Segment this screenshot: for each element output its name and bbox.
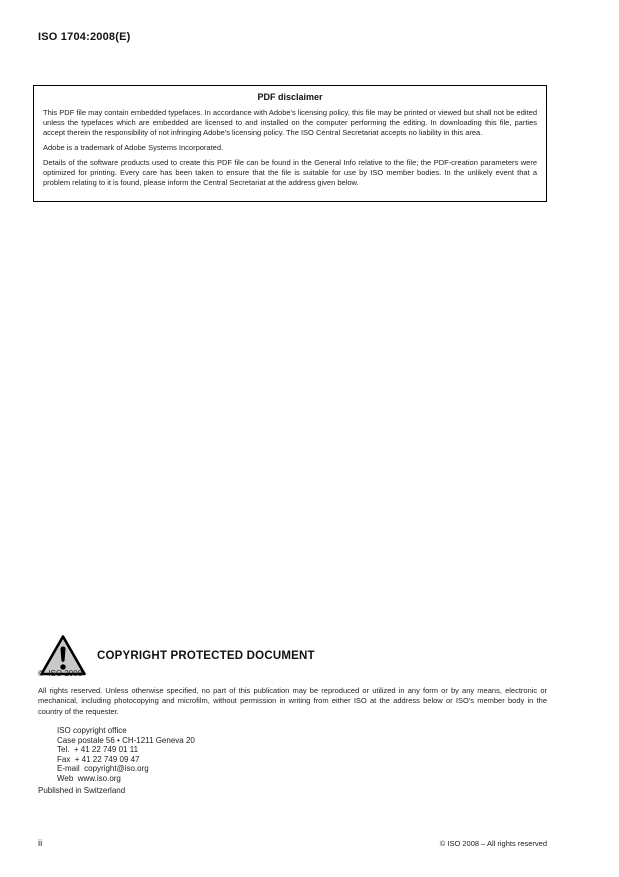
disclaimer-paragraph-software-details: Details of the software products used to create this PDF file can be found in the General Info relative to the file; the PDF-creation parameters were optimized for printing. Every care has been taken to ensure that the file is suitable for use by ISO member bodies. In the unlikely event that a problem relating to it is found, please inform the Central Secretariat at the address given below. (43, 158, 537, 187)
published-in-line: Published in Switzerland (38, 786, 126, 795)
disclaimer-paragraph-adobe-trademark: Adobe is a trademark of Adobe Systems Incorporated. (43, 143, 224, 152)
copyright-year-line: © ISO 2008 (38, 669, 83, 678)
address-line-web: Web www.iso.org (57, 773, 121, 783)
address-line-email: E-mail copyright@iso.org (57, 764, 149, 774)
copyright-protected-heading: COPYRIGHT PROTECTED DOCUMENT (97, 650, 315, 662)
iso-address-block (57, 726, 195, 784)
page-number: ii (38, 838, 43, 849)
address-line-office: ISO copyright office (57, 726, 127, 735)
page-footer (38, 838, 547, 849)
document-reference: ISO 1704:2008(E) (38, 31, 131, 43)
disclaimer-paragraph-typefaces: This PDF file may contain embedded typefaces. In accordance with Adobe's licensing policy, this file may be printed or viewed but shall not be edited unless the typefaces which are embedded are licensed to and installed on the computer performing the editing. In downloading this file, parties accept therein the responsibility of not infringing Adobe's licensing policy. The ISO Central Secretariat accepts no liability in this area. (43, 108, 537, 137)
pdf-disclaimer-title: PDF disclaimer (257, 92, 323, 102)
pdf-disclaimer-box (33, 85, 547, 202)
address-line-fax: Fax + 41 22 749 09 47 (57, 754, 140, 764)
footer-copyright-notice: © ISO 2008 – All rights reserved (439, 839, 547, 848)
address-line-postal: Case postale 56 • CH-1211 Geneva 20 (57, 735, 195, 745)
address-line-tel: Tel. + 41 22 749 01 11 (57, 745, 139, 755)
rights-reserved-paragraph: All rights reserved. Unless otherwise specified, no part of this publication may be reproduced or utilized in any form or by any means, electronic or mechanical, including photocopying and microfilm, without permission in writing from either ISO at the address below or ISO's member body in the country of the requester. (38, 686, 547, 716)
